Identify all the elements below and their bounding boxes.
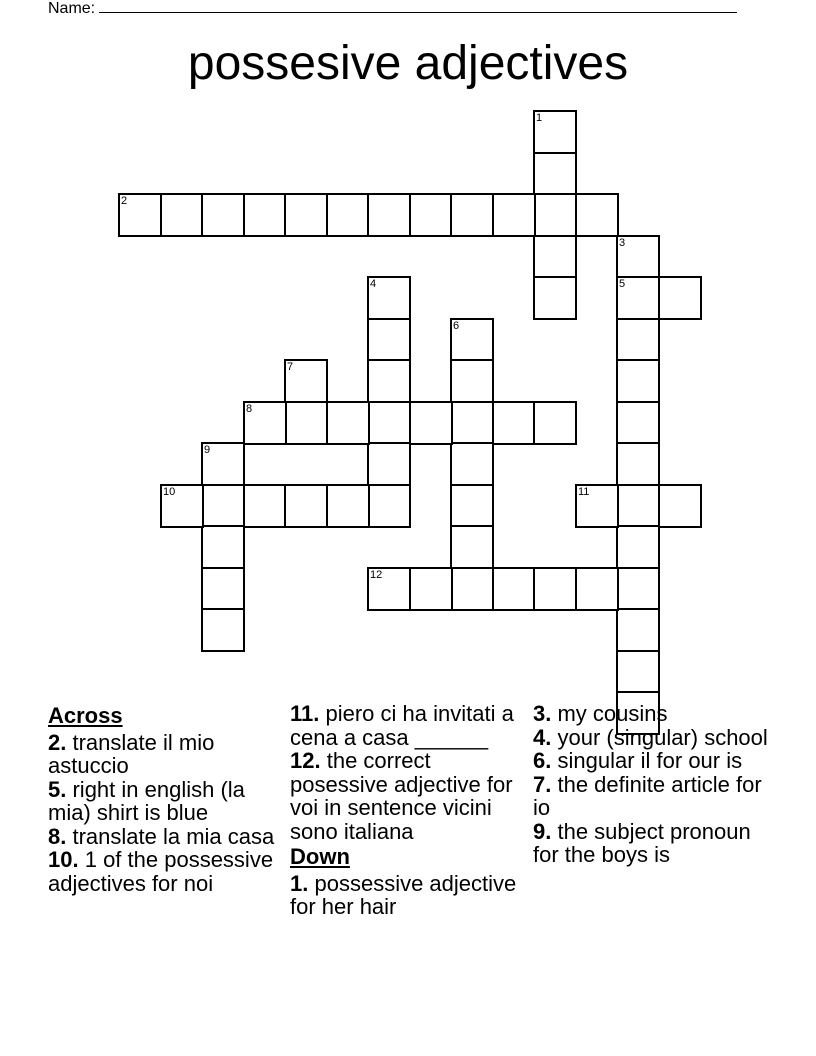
clue-column-2 (290, 702, 522, 919)
grid-cell[interactable] (160, 484, 204, 528)
grid-cell[interactable] (616, 359, 660, 403)
down-heading: Down (290, 844, 350, 869)
grid-cell[interactable] (284, 484, 328, 528)
clue-text: my cousins (557, 701, 668, 726)
clue-number-label: 1 (536, 112, 543, 124)
grid-cell[interactable] (533, 276, 577, 320)
grid-cell[interactable] (450, 193, 494, 237)
grid-cell[interactable] (284, 401, 328, 445)
grid-cell[interactable] (616, 401, 660, 445)
grid-cell[interactable] (243, 193, 287, 237)
clue-text: the correct posessive adjective for voi in sentence vicini sono italiana (290, 748, 513, 844)
grid-cell[interactable] (243, 484, 287, 528)
clue-down-3 (533, 702, 773, 726)
grid-cell[interactable] (367, 442, 411, 486)
clue-across-12 (290, 749, 522, 843)
clue-column-3 (533, 702, 773, 867)
clue-text: right in english (la mia) shirt is blue (48, 776, 245, 825)
grid-cell[interactable] (533, 193, 577, 237)
clue-number: 2. (48, 729, 67, 755)
clue-down-4 (533, 726, 773, 750)
clue-text: the definite article for io (533, 771, 762, 820)
clue-number-label: 12 (370, 569, 383, 581)
grid-cell[interactable] (616, 276, 660, 320)
clue-text: your (singular) school (557, 724, 768, 750)
clue-down-9 (533, 820, 773, 867)
grid-cell[interactable] (409, 193, 453, 237)
clue-number-label: 9 (204, 444, 211, 456)
grid-cell[interactable] (409, 567, 453, 611)
grid-cell[interactable] (533, 401, 577, 445)
grid-cell[interactable] (201, 608, 245, 652)
clue-number: 6. (533, 748, 552, 773)
clue-across-8 (48, 825, 280, 849)
grid-cell[interactable] (533, 152, 577, 196)
grid-cell[interactable] (367, 359, 411, 403)
grid-cell[interactable] (492, 567, 536, 611)
grid-cell[interactable] (616, 608, 660, 652)
name-label: Name: (48, 0, 96, 17)
clue-number: 8. (48, 823, 67, 849)
grid-cell[interactable] (367, 401, 411, 445)
clue-number: 9. (533, 818, 552, 844)
grid-cell[interactable] (284, 193, 328, 237)
clue-across-2 (48, 731, 280, 778)
grid-cell[interactable] (575, 567, 619, 611)
clue-number-label: 4 (370, 278, 377, 290)
grid-cell[interactable] (450, 401, 494, 445)
clue-text: translate il mio astuccio (48, 729, 215, 778)
grid-cell[interactable] (160, 193, 204, 237)
grid-cell[interactable] (201, 525, 245, 569)
grid-cell[interactable] (658, 484, 702, 528)
grid-cell[interactable] (284, 359, 328, 403)
clue-text: piero ci ha invitati a cena a casa ______ (290, 701, 514, 750)
grid-cell[interactable] (326, 484, 370, 528)
grid-cell[interactable] (616, 442, 660, 486)
grid-cell[interactable] (575, 484, 619, 528)
grid-cell[interactable] (367, 193, 411, 237)
grid-cell[interactable] (201, 442, 245, 486)
grid-cell[interactable] (616, 235, 660, 279)
grid-cell[interactable] (243, 401, 287, 445)
grid-cell[interactable] (326, 193, 370, 237)
grid-cell[interactable] (575, 193, 619, 237)
grid-cell[interactable] (533, 567, 577, 611)
grid-cell[interactable] (658, 276, 702, 320)
clue-text: translate la mia casa (72, 823, 275, 849)
grid-cell[interactable] (492, 401, 536, 445)
clue-number-label: 5 (619, 278, 626, 290)
grid-cell[interactable] (450, 359, 494, 403)
clue-column-1 (48, 702, 280, 895)
grid-cell[interactable] (616, 318, 660, 362)
grid-cell[interactable] (450, 567, 494, 611)
clue-number: 10. (48, 847, 79, 872)
clue-number: 11. (290, 701, 320, 726)
grid-cell[interactable] (450, 442, 494, 486)
clue-number: 5. (48, 776, 67, 802)
clue-number: 3. (533, 701, 552, 726)
clue-across-11 (290, 702, 522, 749)
grid-cell[interactable] (450, 525, 494, 569)
clue-number: 4. (533, 724, 552, 750)
grid-cell[interactable] (450, 484, 494, 528)
grid-cell[interactable] (367, 276, 411, 320)
grid-cell[interactable] (367, 484, 411, 528)
grid-cell[interactable] (201, 567, 245, 611)
page-title: possesive adjectives (187, 37, 629, 90)
grid-cell[interactable] (616, 525, 660, 569)
across-heading: Across (48, 703, 123, 728)
clue-down-6 (533, 749, 773, 773)
grid-cell[interactable] (409, 401, 453, 445)
clue-text: the subject pronoun for the boys is (533, 818, 751, 867)
clue-number-label: 11 (578, 486, 590, 498)
clue-number: 12. (290, 748, 321, 773)
grid-cell[interactable] (367, 318, 411, 362)
clue-number-label: 10 (163, 486, 176, 498)
clue-number-label: 6 (453, 320, 460, 332)
clue-text: 1 of the possessive adjectives for noi (48, 847, 274, 896)
clue-number: 7. (533, 771, 552, 797)
grid-cell[interactable] (450, 318, 494, 362)
grid-cell[interactable] (118, 193, 162, 237)
grid-cell[interactable] (326, 401, 370, 445)
clue-number-label: 8 (246, 403, 253, 415)
grid-cell[interactable] (616, 484, 660, 528)
grid-cell[interactable] (616, 567, 660, 611)
clue-number-label: 3 (619, 237, 626, 249)
clue-number-label: 2 (121, 195, 128, 207)
clue-text: singular il for our is (557, 748, 743, 773)
grid-cell[interactable] (616, 650, 660, 694)
clue-text: possessive adjective for her hair (290, 870, 517, 919)
grid-cell[interactable] (533, 110, 577, 154)
clue-across-5 (48, 778, 280, 825)
clue-across-10 (48, 848, 280, 895)
clue-number-label: 7 (287, 361, 294, 373)
grid-cell[interactable] (367, 567, 411, 611)
grid-cell[interactable] (492, 193, 536, 237)
clue-number: 1. (290, 870, 309, 896)
clue-down-7 (533, 773, 773, 820)
grid-cell[interactable] (201, 484, 245, 528)
grid-cell[interactable] (533, 235, 577, 279)
grid-cell[interactable] (201, 193, 245, 237)
clue-down-1 (290, 872, 522, 919)
